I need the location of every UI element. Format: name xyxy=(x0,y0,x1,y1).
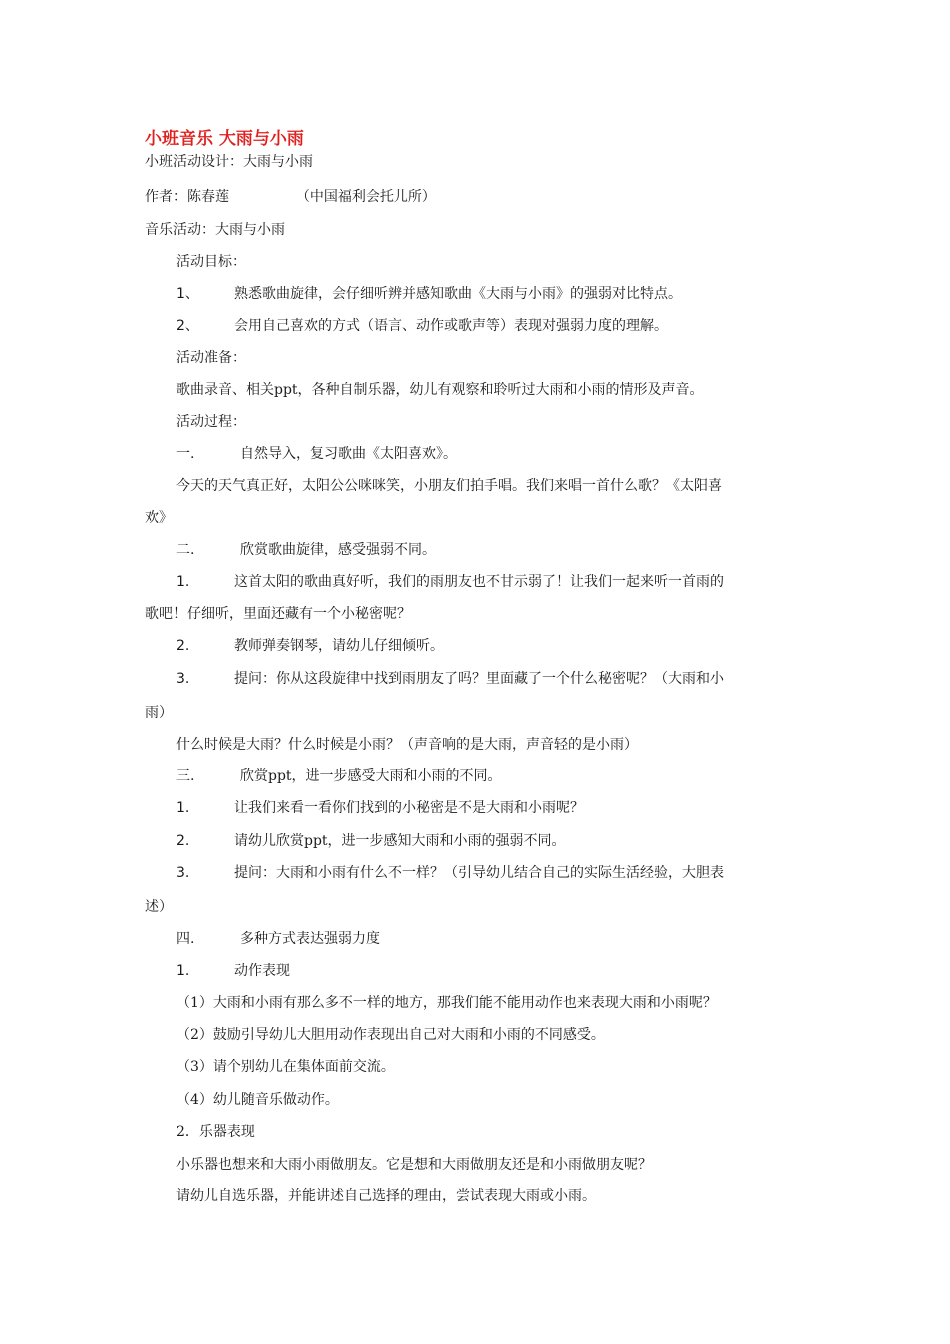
author-name: 作者：陈春莲 xyxy=(145,189,229,205)
section-2-item-1-cont: 歌吧！仔细听，里面还藏有一个小秘密呢？ xyxy=(145,606,411,622)
section-3-item-2: 2. 请幼儿欣赏ppt，进一步感知大雨和小雨的强弱不同。 xyxy=(176,833,566,849)
section-4-sub-2: （2）鼓励引导幼儿大胆用动作表现出自己对大雨和小雨的不同感受。 xyxy=(176,1027,605,1043)
author-line xyxy=(145,188,436,206)
section-3-heading: 三. 欣赏ppt，进一步感受大雨和小雨的不同。 xyxy=(176,768,502,784)
design-line: 小班活动设计：大雨与小雨 xyxy=(145,154,313,170)
section-4-heading: 四. 多种方式表达强弱力度 xyxy=(176,931,380,947)
section-4-sub-1: （1）大雨和小雨有那么多不一样的地方，那我们能不能用动作也来表现大雨和小雨呢？ xyxy=(176,995,717,1011)
section-4-sub-3: （3）请个别幼儿在集体面前交流。 xyxy=(176,1059,395,1075)
section-2-heading: 二. 欣赏歌曲旋律，感受强弱不同。 xyxy=(176,542,436,558)
section-4-item-1: 1. 动作表现 xyxy=(176,963,290,979)
goal-item-2: 2、 会用自己喜欢的方式（语言、动作或歌声等）表现对强弱力度的理解。 xyxy=(176,318,668,334)
section-4-item-2-text-b: 请幼儿自选乐器，并能讲述自己选择的理由，尝试表现大雨或小雨。 xyxy=(176,1188,596,1204)
section-3-item-3: 3. 提问：大雨和小雨有什么不一样？（引导幼儿结合自己的实际生活经验，大胆表 xyxy=(176,865,724,881)
section-2-item-3-cont: 雨） xyxy=(145,705,173,721)
section-2-item-1: 1. 这首太阳的歌曲真好听，我们的雨朋友也不甘示弱了！让我们一起来听一首雨的 xyxy=(176,574,724,590)
prep-text: 歌曲录音、相关ppt，各种自制乐器，幼儿有观察和聆听过大雨和小雨的情形及声音。 xyxy=(176,382,704,398)
section-1-text-b: 欢》 xyxy=(145,510,173,526)
goal-item-1: 1、 熟悉歌曲旋律，会仔细听辨并感知歌曲《大雨与小雨》的强弱对比特点。 xyxy=(176,286,682,302)
activity-line: 音乐活动：大雨与小雨 xyxy=(145,222,285,238)
section-4-sub-4: （4）幼儿随音乐做动作。 xyxy=(176,1092,339,1108)
section-2-item-2: 2. 教师弹奏钢琴，请幼儿仔细倾听。 xyxy=(176,638,444,654)
section-2-item-3: 3. 提问：你从这段旋律中找到雨朋友了吗？里面藏了一个什么秘密呢？（大雨和小 xyxy=(176,671,724,687)
section-3-item-1: 1. 让我们来看一看你们找到的小秘密是不是大雨和小雨呢？ xyxy=(176,800,584,816)
section-3-item-3-cont: 述） xyxy=(145,899,173,915)
process-heading: 活动过程： xyxy=(176,414,246,430)
author-org: （中国福利会托儿所） xyxy=(295,189,436,205)
section-4-item-2: 2．乐器表现 xyxy=(176,1124,255,1140)
section-1-heading: 一. 自然导入，复习歌曲《太阳喜欢》。 xyxy=(176,446,457,462)
section-2-question: 什么时候是大雨？什么时候是小雨？（声音响的是大雨，声音轻的是小雨） xyxy=(176,737,638,753)
document-title: 小班音乐 大雨与小雨 xyxy=(145,129,304,149)
goals-heading: 活动目标： xyxy=(176,254,246,270)
section-1-text-a: 今天的天气真正好，太阳公公咪咪笑，小朋友们拍手唱。我们来唱一首什么歌？《太阳喜 xyxy=(176,478,722,494)
section-4-item-2-text-a: 小乐器也想来和大雨小雨做朋友。它是想和大雨做朋友还是和小雨做朋友呢？ xyxy=(176,1157,652,1173)
prep-heading: 活动准备： xyxy=(176,350,246,366)
